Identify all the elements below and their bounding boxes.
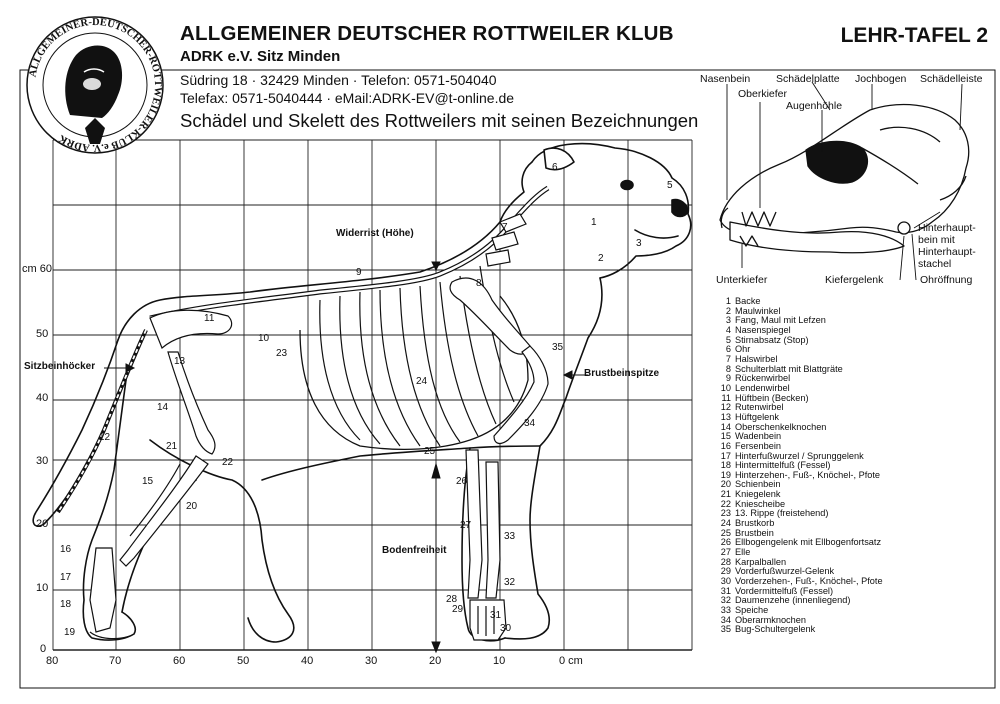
legend-text: Oberarmknochen [735, 614, 806, 625]
legend-text: Oberschenkelknochen [735, 421, 827, 432]
label-sitzbeinhoecker: Sitzbeinhöcker [24, 361, 96, 372]
legend-text: Hintermittelfuß (Fessel) [735, 460, 831, 471]
legend-text: Rückenwirbel [735, 373, 791, 384]
legend-text: Karpalballen [735, 556, 787, 567]
skeleton-number: 11 [204, 313, 215, 324]
skeleton-number: 12 [99, 432, 111, 443]
skeleton-number: 1 [591, 217, 597, 228]
legend-number: 29 [720, 566, 731, 577]
legend-number: 34 [720, 614, 731, 625]
x-tick-40: 40 [301, 655, 314, 667]
legend-number: 21 [720, 489, 731, 500]
skeleton-number: 34 [524, 418, 536, 429]
legend-text: Rutenwirbel [735, 402, 784, 413]
x-tick-70: 70 [109, 655, 122, 667]
skeleton-number: 35 [552, 342, 564, 353]
x-tick-10: 10 [493, 655, 506, 667]
label-widerrist: Widerrist (Höhe) [336, 228, 414, 239]
legend-text: Wadenbein [735, 431, 782, 442]
legend-text: Elle [735, 547, 751, 558]
adrk-logo [27, 17, 163, 153]
legend-number: 4 [725, 324, 731, 335]
legend-number: 20 [720, 479, 731, 490]
skeleton-number: 3 [636, 238, 642, 249]
skeleton-number: 2 [598, 253, 604, 264]
legend-text: Kniegelenk [735, 489, 781, 500]
skull-label-augenhoehle: Augenhöhle [786, 100, 843, 112]
x-tick-50: 50 [237, 655, 250, 667]
legend-number: 17 [720, 450, 731, 461]
skeleton-number: 27 [460, 520, 472, 531]
y-tick-60: cm 60 [22, 263, 52, 275]
legend-number: 27 [720, 547, 731, 558]
legend-text: Nasenspiegel [735, 324, 791, 335]
skeleton-number: 21 [166, 441, 178, 452]
legend-number: 3 [725, 315, 731, 326]
skeleton-number: 29 [452, 604, 464, 615]
page-heading: Schädel und Skelett des Rottweilers mit seinen Bezeichnungen [180, 110, 699, 131]
skeleton-number: 8 [476, 278, 482, 289]
legend-text: Daumenzehe (innenliegend) [735, 595, 851, 606]
legend-number: 8 [725, 363, 731, 374]
legend-text: Schulterblatt mit Blattgräte [735, 363, 843, 374]
legend-number: 14 [720, 421, 731, 432]
x-tick-80: 80 [46, 655, 59, 667]
legend-number: 32 [720, 595, 731, 606]
skeleton-number: 19 [64, 627, 76, 638]
legend-text: Ohr [735, 344, 751, 355]
legend-number: 1 [725, 296, 731, 306]
legend-text: Stirnabsatz (Stop) [735, 334, 809, 345]
legend-text: Halswirbel [735, 353, 778, 364]
label-bodenfreiheit: Bodenfreiheit [382, 545, 447, 556]
legend-number: 10 [720, 382, 731, 393]
y-tick-40: 40 [36, 392, 49, 404]
skull-label-schaedelleiste: Schädelleiste [920, 73, 983, 85]
legend-text: Ellbogengelenk mit Ellbogenfortsatz [735, 537, 882, 548]
y-tick-10: 10 [36, 582, 49, 594]
legend-text: Backe [735, 296, 761, 306]
address-line-2: Telefax: 0571-5040444 · eMail:ADRK-EV@t-online.de [180, 90, 515, 106]
legend-number: 9 [725, 373, 731, 384]
skeleton-number: 33 [504, 531, 516, 542]
legend-number: 16 [720, 440, 731, 451]
skeleton-number: 14 [157, 402, 169, 413]
y-tick-30: 30 [36, 455, 49, 467]
skeleton-number: 4 [676, 205, 682, 216]
legend-number: 25 [720, 527, 731, 538]
skeleton-number: 16 [60, 544, 72, 555]
skeleton-number: 20 [186, 501, 198, 512]
legend-text: Lendenwirbel [735, 382, 790, 393]
skull-label-kiefergelenk: Kiefergelenk [825, 274, 884, 286]
x-tick-30: 30 [365, 655, 378, 667]
x-tick-20: 20 [429, 655, 442, 667]
skeleton-bones [58, 188, 548, 640]
skeleton-number: 22 [222, 457, 234, 468]
legend-number: 5 [725, 334, 731, 345]
legend-text: Schienbein [735, 479, 781, 490]
y-tick-0: 0 [40, 643, 47, 655]
skull-label-hinterhauptbein: Hinterhaupt- bein mit Hinterhaupt- stachel [918, 222, 976, 270]
legend-text: Kniescheibe [735, 498, 786, 509]
legend-text: Vordermittelfuß (Fessel) [735, 585, 834, 596]
legend-number: 7 [725, 353, 731, 364]
legend-text: Brustbein [735, 527, 774, 538]
skeleton-number: 17 [60, 572, 72, 583]
skull-label-oberkiefer: Oberkiefer [738, 88, 788, 100]
skull-label-nasenbein: Nasenbein [700, 73, 751, 85]
skeleton-number: 7 [502, 222, 508, 233]
legend-text: Bug-Schultergelenk [735, 624, 816, 635]
legend-number: 6 [725, 344, 731, 355]
skeleton-number: 5 [667, 180, 673, 191]
x-tick-60: 60 [173, 655, 186, 667]
legend-number: 30 [720, 576, 731, 587]
skeleton-number: 25 [424, 446, 436, 457]
legend-number: 15 [720, 431, 731, 442]
skeleton-number: 31 [490, 610, 502, 621]
legend-number: 35 [720, 624, 731, 635]
skull-label-ohroeffnung: Ohröffnung [920, 274, 973, 286]
skeleton-number: 18 [60, 599, 72, 610]
skeleton-number: 30 [500, 623, 512, 634]
legend-number: 24 [720, 518, 731, 529]
bone-legend [717, 297, 883, 635]
legend-number: 31 [720, 585, 731, 596]
skeleton-number: 13 [174, 356, 186, 367]
skeleton-number: 32 [504, 577, 516, 588]
legend-number: 18 [720, 460, 731, 471]
legend-text: Fang, Maul mit Lefzen [735, 315, 826, 326]
logo-ring-label: ALLGEMEINER-DEUTSCHER-ROTTWEILER-KLUB e.V. ADRK [27, 16, 164, 154]
address-line-1: Südring 18 · 32429 Minden · Telefon: 0571-504040 [180, 72, 497, 88]
skull-label-schaedelplatte: Schädelplatte [776, 73, 840, 85]
legend-number: 28 [720, 556, 731, 567]
skeleton-number: 10 [258, 333, 270, 344]
skeleton-number: 23 [276, 348, 288, 359]
skeleton-number: 15 [142, 476, 154, 487]
legend-text: Hüftgelenk [735, 411, 779, 422]
legend-text: Hinterzehen-, Fuß-, Knöchel-, Pfote [735, 469, 881, 480]
club-title: ALLGEMEINER DEUTSCHER ROTTWEILER KLUB [180, 22, 674, 45]
legend-item [717, 625, 883, 635]
legend-text: Vorderfußwurzel-Gelenk [735, 566, 835, 577]
plate-number: LEHR-TAFEL 2 [840, 24, 988, 47]
skeleton-number: 26 [456, 476, 468, 487]
legend-text: 13. Rippe (freistehend) [735, 508, 829, 519]
legend-text: Hüftbein (Becken) [735, 392, 809, 403]
legend-number: 11 [721, 392, 731, 403]
skull-label-unterkiefer: Unterkiefer [716, 274, 768, 286]
y-tick-50: 50 [36, 328, 49, 340]
y-tick-20: 20 [36, 518, 49, 530]
legend-text: Fersenbein [735, 440, 781, 451]
legend-text: Speiche [735, 605, 769, 615]
legend-text: Maulwinkel [735, 305, 781, 316]
club-subtitle: ADRK e.V. Sitz Minden [180, 48, 341, 65]
legend-number: 26 [720, 537, 731, 548]
legend-text: Brustkorb [735, 518, 775, 529]
legend-text: Vorderzehen-, Fuß-, Knöchel-, Pfote [735, 576, 883, 587]
legend-number: 2 [725, 305, 731, 316]
x-tick-0: 0 cm [559, 655, 583, 667]
skeleton-number: 28 [446, 594, 458, 605]
skeleton-number: 24 [416, 376, 428, 387]
legend-text: Hinterfußwurzel / Sprunggelenk [735, 450, 864, 461]
legend-number: 33 [720, 605, 731, 615]
legend-number: 23 [720, 508, 731, 519]
legend-number: 13 [720, 411, 731, 422]
label-brustbeinspitze: Brustbeinspitze [584, 368, 660, 379]
skeleton-number: 9 [356, 267, 362, 278]
legend-number: 12 [720, 402, 731, 413]
legend-number: 19 [720, 469, 731, 480]
skeleton-number: 6 [552, 162, 558, 173]
skull-label-jochbogen: Jochbogen [855, 73, 907, 85]
legend-number: 22 [720, 498, 731, 509]
